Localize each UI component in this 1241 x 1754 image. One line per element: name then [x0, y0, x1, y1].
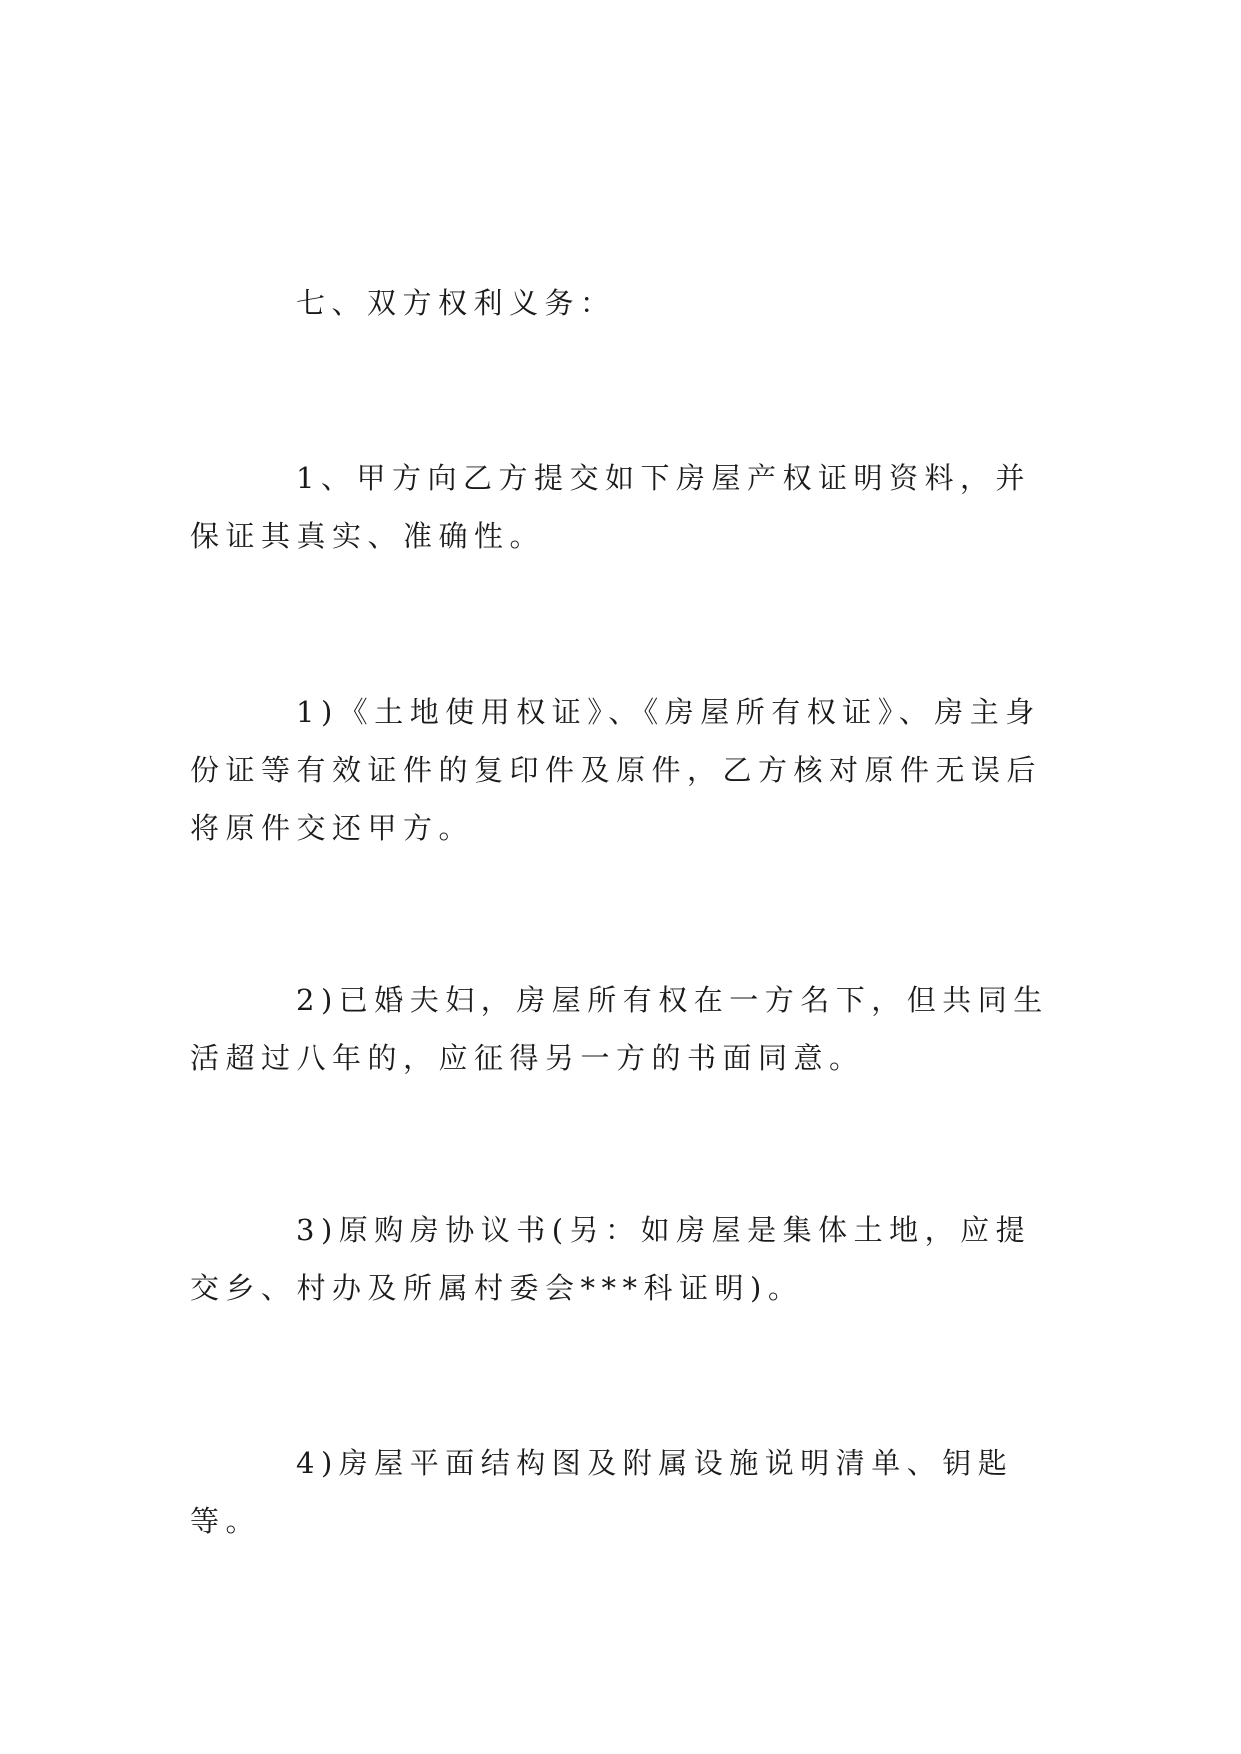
clause-1-item-1: 1)《土地使用权证》、《房屋所有权证》、房主身份证等有效证件的复印件及原件，乙方核对原件无误后将原件交还甲方。	[190, 695, 1043, 845]
section-heading: 七、双方权利义务：	[296, 286, 616, 320]
clause-1-item-3: 3)原购房协议书(另：如房屋是集体土地，应提交乡、村办及所属村委会***科证明)。	[190, 1213, 1032, 1305]
clause-1-item-2: 2)已婚夫妇，房屋所有权在一方名下，但共同生活超过八年的，应征得另一方的书面同意。	[190, 983, 1049, 1075]
clause-1: 1、甲方向乙方提交如下房屋产权证明资料，并保证其真实、准确性。	[190, 461, 1031, 553]
clause-1-item-4: 4)房屋平面结构图及附属设施说明清单、钥匙等。	[190, 1446, 1014, 1538]
